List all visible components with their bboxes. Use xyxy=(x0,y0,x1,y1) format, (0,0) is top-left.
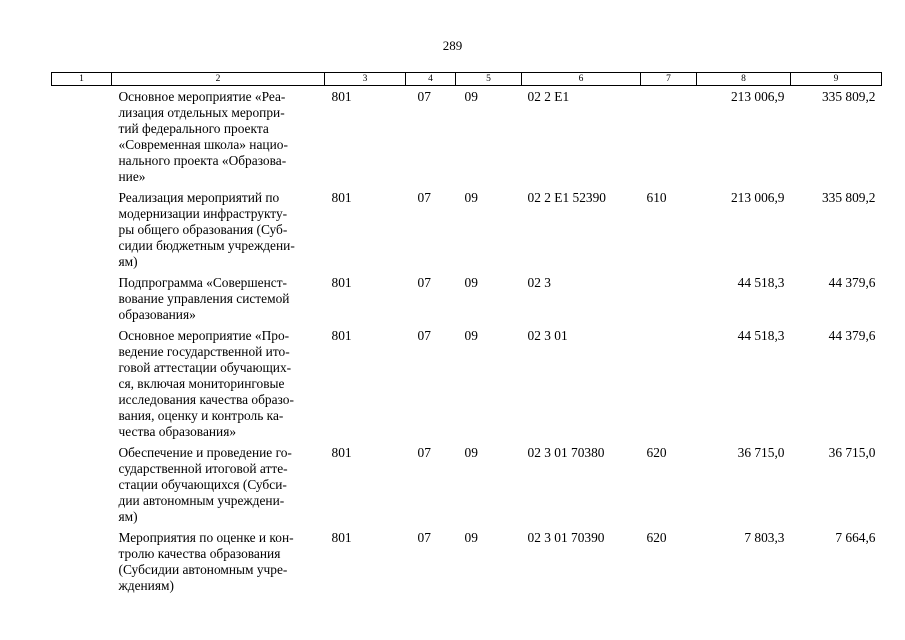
cell-name-line: модернизации инфраструкту- xyxy=(118,206,288,221)
cell-col-1 xyxy=(52,325,112,442)
cell-name-line: ждениям) xyxy=(118,578,174,593)
cell-name-line: ям) xyxy=(118,254,138,269)
cell-section: 07 xyxy=(417,445,431,460)
table-row xyxy=(52,86,882,188)
cell-name-line: стации обучающихся (Субси- xyxy=(118,477,287,492)
cell-amount-2: 36 715,0 xyxy=(828,445,876,460)
cell-ministry-code: 801 xyxy=(331,190,352,205)
cell-amount-1: 7 803,3 xyxy=(744,530,785,545)
cell-name-line: вания, оценку и контроль ка- xyxy=(118,408,284,423)
cell-amount-1: 44 518,3 xyxy=(737,275,785,290)
cell-name-line: ям) xyxy=(118,509,138,524)
cell-col-1 xyxy=(52,442,112,527)
cell-col-1 xyxy=(52,86,112,188)
cell-subsection: 09 xyxy=(464,530,478,545)
cell-col-1 xyxy=(52,272,112,325)
table-row xyxy=(52,272,882,325)
header-col-2: 2 xyxy=(112,73,325,86)
header-row xyxy=(52,73,882,86)
cell-target-item: 02 2 E1 52390 xyxy=(527,190,606,205)
cell-name xyxy=(112,527,325,596)
cell-name-line: «Современная школа» нацио- xyxy=(118,137,288,152)
cell-subsection: 09 xyxy=(464,328,478,343)
header-col-9: 9 xyxy=(791,73,882,86)
cell-name xyxy=(112,86,325,188)
cell-target-item: 02 3 xyxy=(527,275,551,290)
cell-name-line: ры общего образования (Суб- xyxy=(118,222,288,237)
cell-name-line: сидии бюджетным учреждени- xyxy=(118,238,295,253)
table-row xyxy=(52,187,882,272)
cell-name-line: Основное мероприятие «Про- xyxy=(118,328,290,343)
cell-name-line: исследования качества образо- xyxy=(118,392,294,407)
header-col-3: 3 xyxy=(325,73,406,86)
cell-amount-1: 44 518,3 xyxy=(737,328,785,343)
header-col-4: 4 xyxy=(406,73,456,86)
cell-amount-1: 36 715,0 xyxy=(737,445,785,460)
cell-amount-1: 213 006,9 xyxy=(730,89,785,104)
header-col-5: 5 xyxy=(456,73,522,86)
cell-ministry-code: 801 xyxy=(331,328,352,343)
header-col-1: 1 xyxy=(52,73,112,86)
cell-amount-2: 7 664,6 xyxy=(835,530,876,545)
cell-col-1 xyxy=(52,527,112,596)
cell-expense-type: 620 xyxy=(646,445,667,460)
cell-amount-2: 335 809,2 xyxy=(821,89,876,104)
cell-name-line: Обеспечение и проведение го- xyxy=(118,445,292,460)
cell-subsection: 09 xyxy=(464,275,478,290)
cell-target-item: 02 3 01 70380 xyxy=(527,445,605,460)
cell-name-line: говой аттестации обучающих- xyxy=(118,360,292,375)
cell-subsection: 09 xyxy=(464,89,478,104)
cell-name-line: тий федерального проекта xyxy=(118,121,269,136)
cell-name-line: Мероприятия по оценке и кон- xyxy=(118,530,294,545)
header-col-8: 8 xyxy=(697,73,791,86)
page-number: 289 xyxy=(442,38,463,53)
cell-expense-type xyxy=(641,325,697,442)
cell-section: 07 xyxy=(417,328,431,343)
cell-name-line: ние» xyxy=(118,169,146,184)
cell-subsection: 09 xyxy=(464,445,478,460)
cell-expense-type xyxy=(641,86,697,188)
cell-name-line: Реализация мероприятий по xyxy=(118,190,280,205)
cell-name xyxy=(112,325,325,442)
cell-subsection: 09 xyxy=(464,190,478,205)
cell-ministry-code: 801 xyxy=(331,275,352,290)
cell-name-line: ведение государственной ито- xyxy=(118,344,290,359)
cell-name-line: лизация отдельных меропри- xyxy=(118,105,285,120)
cell-name-line: нального проекта «Образова- xyxy=(118,153,287,168)
cell-amount-1: 213 006,9 xyxy=(730,190,785,205)
cell-ministry-code: 801 xyxy=(331,530,352,545)
cell-name xyxy=(112,187,325,272)
cell-target-item: 02 2 E1 xyxy=(527,89,570,104)
header-col-7: 7 xyxy=(641,73,697,86)
cell-expense-type: 620 xyxy=(646,530,667,545)
cell-name-line: Основное мероприятие «Реа- xyxy=(118,89,286,104)
cell-section: 07 xyxy=(417,275,431,290)
cell-amount-2: 335 809,2 xyxy=(821,190,876,205)
table-row xyxy=(52,442,882,527)
cell-expense-type: 610 xyxy=(646,190,667,205)
table-row xyxy=(52,527,882,596)
cell-name-line: сударственной итоговой атте- xyxy=(118,461,288,476)
cell-section: 07 xyxy=(417,89,431,104)
cell-name-line: ся, включая мониторинговые xyxy=(118,376,285,391)
cell-col-1 xyxy=(52,187,112,272)
cell-section: 07 xyxy=(417,190,431,205)
cell-amount-2: 44 379,6 xyxy=(828,328,876,343)
table-body xyxy=(52,86,882,597)
budget-table xyxy=(51,72,882,596)
cell-section: 07 xyxy=(417,530,431,545)
cell-name xyxy=(112,272,325,325)
cell-expense-type xyxy=(641,272,697,325)
cell-ministry-code: 801 xyxy=(331,89,352,104)
cell-name-line: дии автономным учреждени- xyxy=(118,493,285,508)
cell-name xyxy=(112,442,325,527)
cell-name-line: Подпрограмма «Совершенст- xyxy=(118,275,288,290)
cell-name-line: (Субсидии автономным учре- xyxy=(118,562,288,577)
cell-target-item: 02 3 01 70390 xyxy=(527,530,605,545)
cell-name-line: тролю качества образования xyxy=(118,546,281,561)
cell-name-line: вование управления системой xyxy=(118,291,290,306)
cell-target-item: 02 3 01 xyxy=(527,328,568,343)
header-col-6: 6 xyxy=(522,73,641,86)
cell-ministry-code: 801 xyxy=(331,445,352,460)
cell-name-line: образования» xyxy=(118,307,196,322)
table-row xyxy=(52,325,882,442)
cell-amount-2: 44 379,6 xyxy=(828,275,876,290)
cell-name-line: чества образования» xyxy=(118,424,237,439)
